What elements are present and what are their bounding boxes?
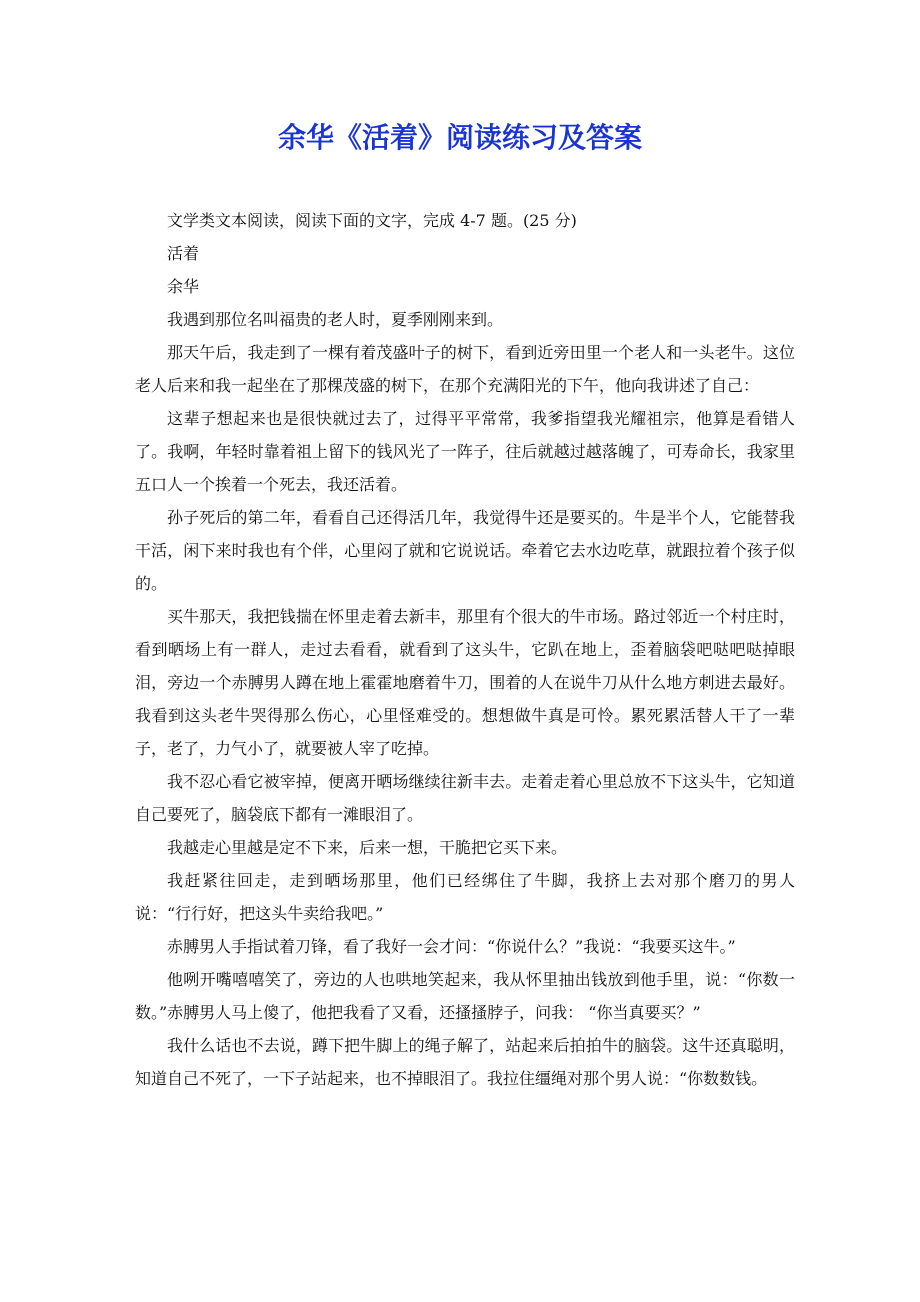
paragraph: 我越走心里越是定不下来，后来一想，干脆把它买下来。 [167,838,568,857]
paragraph: 这辈子想起来也是很快就过去了，过得平平常常，我爹指望我光耀祖宗，他算是看错人了。我啊，年轻时靠着祖上留下的钱风光了一阵子，往后就越过越落魄了，可寿命长，我家里五口人一个挨着一个死去，我还活着。 [135,409,795,494]
paragraph: 那天午后，我走到了一棵有着茂盛叶子的树下，看到近旁田里一个老人和一头老牛。这位老人后来和我一起坐在了那棵茂盛的树下，在那个充满阳光的下午，他向我讲述了自己： [135,343,795,395]
story-title: 活着 [167,244,200,263]
paragraph: 他咧开嘴嘻嘻笑了，旁边的人也哄地笑起来，我从怀里抽出钱放到他手里，说：“你数一数。”赤膊男人马上傻了，他把我看了又看，还搔搔脖子，问我： “你当真要买？” [135,970,795,1022]
paragraph: 买牛那天，我把钱揣在怀里走着去新丰，那里有个很大的牛市场。路过邻近一个村庄时，看到晒场上有一群人，走过去看看，就看到了这头牛，它趴在地上，歪着脑袋吧哒吧哒掉眼泪，旁边一个赤膊男人蹲在地上霍霍地磨着牛刀，围着的人在说牛刀从什么地方刺进去最好。我看到这头老牛哭得那么伤心，心里怪难受的。想想做牛真是可怜。累死累活替人干了一辈子，老了，力气小了，就要被人宰了吃掉。 [135,607,795,758]
paragraph: 我赶紧往回走，走到晒场那里，他们已经绑住了牛脚，我挤上去对那个磨刀的男人说：“行行好，把这头牛卖给我吧。” [135,871,795,923]
paragraph: 孙子死后的第二年，看看自己还得活几年，我觉得牛还是要买的。牛是半个人，它能替我干活，闲下来时我也有个伴，心里闷了就和它说说话。牵着它去水边吃草，就跟拉着个孩子似的。 [135,508,795,593]
paragraph: 赤膊男人手指试着刀锋，看了我好一会才问：“你说什么？”我说：“我要买这牛。” [167,937,736,956]
paragraph: 我不忍心看它被宰掉，便离开晒场继续往新丰去。走着走着心里总放不下这头牛，它知道自己要死了，脑袋底下都有一滩眼泪了。 [135,772,795,824]
instruction-paragraph: 文学类文本阅读，阅读下面的文字，完成 4-7 题。(25 分) [167,211,577,230]
paragraph: 我什么话也不去说，蹲下把牛脚上的绳子解了，站起来后拍拍牛的脑袋。这牛还真聪明，知道自己不死了，一下子站起来，也不掉眼泪了。我拉住缰绳对那个男人说：“你数数钱。 [135,1036,795,1088]
paragraph: 我遇到那位名叫福贵的老人时，夏季刚刚来到。 [167,310,504,329]
article-body [135,204,795,1095]
story-author: 余华 [167,277,200,296]
document-title: 余华《活着》阅读练习及答案 [277,121,642,154]
